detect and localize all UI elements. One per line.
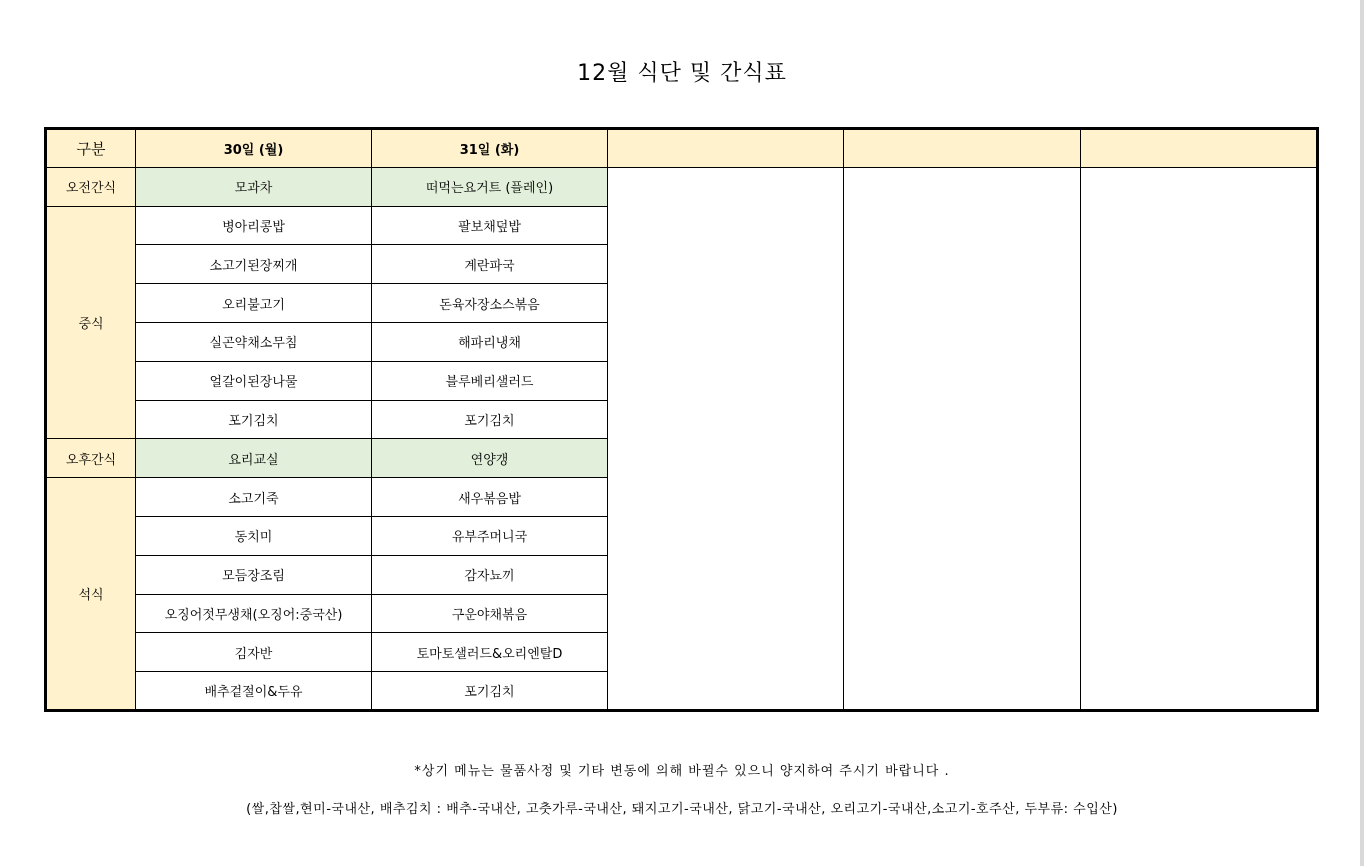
morning-snack-day1: 모과차	[136, 167, 372, 206]
lunch-day2-item: 블루베리샐러드	[372, 361, 608, 400]
origin-notice: (쌀,찹쌀,현미-국내산, 배추김치 : 배추-국내산, 고춧가루-국내산, 돼지고기-국내산, 닭고기-국내산, 오리고기-국내산,소고기-호주산, 두부류: 수입산)	[246, 802, 1118, 817]
dinner-day2-item: 구운야채볶음	[372, 594, 608, 633]
lunch-day1-item: 오리불고기	[136, 284, 372, 323]
window-edge	[1360, 0, 1364, 866]
afternoon-snack-day1: 요리교실	[136, 439, 372, 478]
dinner-day2-item: 토마토샐러드&오리엔탈D	[372, 633, 608, 672]
dinner-day1-item: 동치미	[136, 516, 372, 555]
dinner-day1-item: 모듬장조림	[136, 555, 372, 594]
header-row	[46, 129, 1318, 168]
dinner-day2-item: 감자뇨끼	[372, 555, 608, 594]
category-header: 구분	[46, 129, 136, 168]
meal-table	[44, 127, 1319, 712]
dinner-day1-item: 배추겉절이&두유	[136, 672, 372, 711]
change-notice: *상기 메뉴는 물품사정 및 기타 변동에 의해 바뀔수 있으니 양지하여 주시기 바랍니다 .	[414, 764, 950, 779]
lunch-day1-item: 병아리콩밥	[136, 206, 372, 245]
dinner-day1-item: 소고기죽	[136, 478, 372, 517]
day-header-1: 30일 (월)	[136, 129, 372, 168]
day-header-2: 31일 (화)	[372, 129, 608, 168]
lunch-day2-item: 팔보채덮밥	[372, 206, 608, 245]
dinner-day2-item: 새우볶음밥	[372, 478, 608, 517]
lunch-day1-item: 실곤약채소무침	[136, 322, 372, 361]
lunch-day2-item: 포기김치	[372, 400, 608, 439]
lunch-day1-item: 소고기된장찌개	[136, 245, 372, 284]
day-header-3	[608, 129, 844, 168]
day-header-5	[1081, 129, 1318, 168]
lunch-day2-item: 돈육자장소스볶음	[372, 284, 608, 323]
lunch-day1-item: 포기김치	[136, 400, 372, 439]
morning-snack-day2: 떠먹는요거트 (플레인)	[372, 167, 608, 206]
lunch-day2-item: 해파리냉채	[372, 322, 608, 361]
afternoon-snack-label: 오후간식	[46, 439, 136, 478]
empty-day-3	[608, 167, 844, 710]
dinner-day1-item: 김자반	[136, 633, 372, 672]
day-header-4	[844, 129, 1081, 168]
dinner-day1-item: 오징어젓무생채(오징어:중국산)	[136, 594, 372, 633]
dinner-label: 석식	[46, 478, 136, 711]
dinner-day2-item: 포기김치	[372, 672, 608, 711]
lunch-day2-item: 계란파국	[372, 245, 608, 284]
dinner-day2-item: 유부주머니국	[372, 516, 608, 555]
afternoon-snack-day2: 연양갱	[372, 439, 608, 478]
empty-day-4	[844, 167, 1081, 710]
lunch-day1-item: 얼갈이된장나물	[136, 361, 372, 400]
empty-day-5	[1081, 167, 1318, 710]
page-title: 12월 식단 및 간식표	[577, 61, 787, 86]
morning-snack-row	[46, 167, 1318, 206]
morning-snack-label: 오전간식	[46, 167, 136, 206]
lunch-label: 중식	[46, 206, 136, 439]
